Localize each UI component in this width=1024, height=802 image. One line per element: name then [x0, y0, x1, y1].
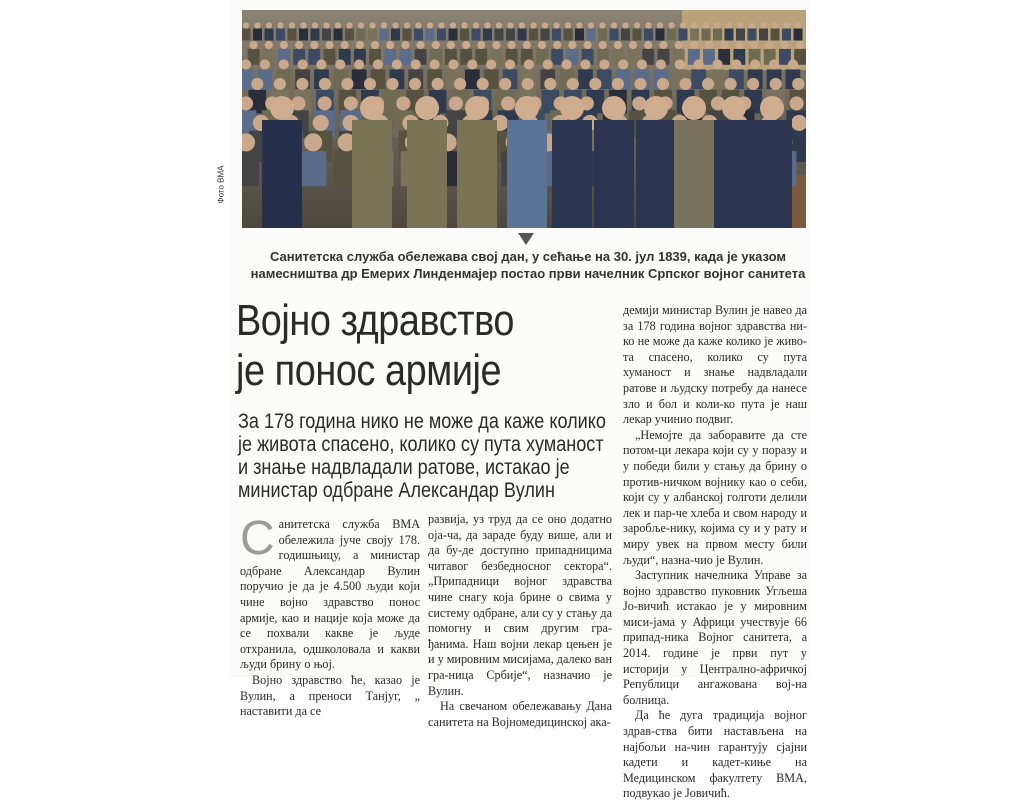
paragraph: Војно здравство ће, казао је Вулин, а преноси Танјуг, „ наставити да се — [240, 672, 420, 719]
paragraph: анитетска служба ВМА обележила јуче своју 178. годишњицу, а министар одбране Александар Вулин поручио је да је 4.500 људи који чине војно здравство понос армије, као и нације која може да се похвали какве је људе отхранила, одшколовала и какви људи брину о њој. — [240, 517, 420, 672]
headline-line-2: је понос армије — [236, 346, 502, 395]
article-column-1 — [240, 512, 420, 720]
paragraph: „Немојте да заборавите да сте потом-ци лекара који су у поразу и у победи били у стању да брину о против-ничком војнику као о себи, који су у албанској голготи делили лек и пар-че хлеба и свом народу и заробље-нику, којима су и у рату и миру увек на првом месту били људи“, назна-чио је Вулин. — [623, 427, 807, 567]
drop-cap: С — [240, 512, 275, 565]
ceremony-photo — [242, 10, 806, 228]
article-deck: Санитетска служба обележава свој дан, у сећање на 30. јул 1839, када је указом намесништва др Емерих Линденмајер постао први начелник Српског војног санитета — [250, 249, 806, 281]
article-standfirst: За 178 година нико не може да каже колико је живота спасено, колико су пута хуманост и знање надвладали ратове, истакао је министар одбране Александар Вулин — [238, 410, 606, 502]
paragraph: На свечаном обележавању Дана санитета на Војномедицинској ака- — [428, 699, 612, 729]
arrow-down-icon — [518, 233, 534, 245]
paragraph: демији министар Вулин је навео да за 178 година војног здравства ни-ко не може да каже колико је живо-та спасено, колико су пута хуманост и знање надвладали ратове и људску потребу да нанесе зло и бол и коли-ко пута је наш лекар учинио подвиг. — [623, 303, 807, 427]
paragraph: Да ће дуга традиција војног здрав-ства бити настављена на најбољи на-чин гарантују сјајни кадети и кадет-киње на Медицинском факултету ВМА, подвукао је Јовичић. — [623, 708, 807, 801]
paragraph: Заступник начелника Управе за војно здравство пуковник Угљеша Јо-вичић истакао је у мировним миси-јама у Африци учествује 66 припад-ника Војног санитета, а 2014. године је први пут у историји у Централно-афричкој Републици ангажована вој-на болница. — [623, 568, 807, 707]
paragraph: развија, уз труд да се оно додатно оја-ча, да зараде буду више, али и да бу-де доступно припадницима читавог безбедносног сектора“. „Припадници војног здравства чине снагу која брине о свима у систему одбране, али су у стању да помогну и свим другим гра-ђанима. Наш војни лекар цењен је и у мировним мисијама, далеко ван гра-ница Србије“, назначио је Вулин. — [428, 512, 612, 698]
article-column-3 — [623, 303, 807, 802]
photo-credit — [216, 150, 242, 230]
article-column-2 — [428, 512, 612, 730]
audience-photo-illustration — [242, 10, 806, 228]
headline-line-1: Војно здравство — [236, 296, 515, 345]
newspaper-page — [216, 0, 810, 801]
photo-credit-text: Фото ВМА — [216, 165, 226, 204]
article-headline — [236, 296, 563, 396]
